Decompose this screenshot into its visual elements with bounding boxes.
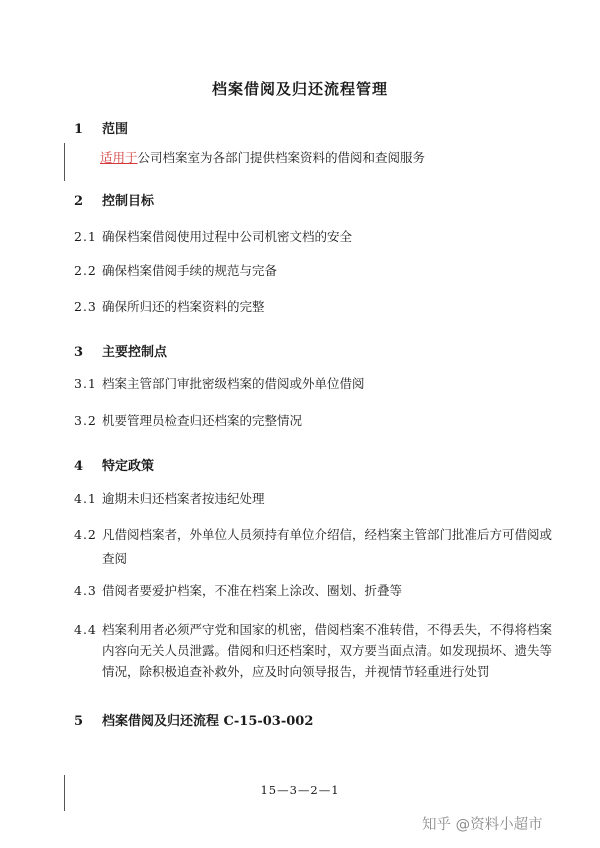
section-number: 5: [74, 714, 84, 729]
list-item-4-3: [74, 580, 554, 602]
item-text: 确保档案借阅使用过程中公司机密文档的安全: [102, 229, 353, 244]
section-number: 4: [74, 459, 84, 474]
list-item-2-1: [74, 226, 554, 248]
section-number: 2: [74, 194, 84, 209]
item-text: 确保档案借阅手续的规范与完备: [102, 263, 278, 278]
item-number: 4.1: [74, 491, 97, 506]
watermark: 知乎 @资料小超市: [422, 817, 543, 833]
section-title: 控制目标: [102, 194, 155, 209]
list-item-3-2: [74, 410, 554, 432]
document-title: 档案借阅及归还流程管理: [211, 80, 388, 98]
item-number: 2.3: [74, 299, 97, 314]
list-item-4-1: [74, 488, 554, 510]
scope-text: [100, 148, 425, 166]
item-text: 逾期未归还档案者按违纪处理: [102, 491, 265, 506]
item-text: 机要管理员检查归还档案的完整情况: [102, 413, 303, 428]
item-number: 2.2: [74, 263, 97, 278]
item-number: 4.4: [74, 622, 97, 637]
section-heading-3: [74, 341, 167, 360]
item-number: 3.1: [74, 376, 97, 391]
section-heading-1: [74, 118, 128, 137]
section-title: 特定政策: [102, 459, 155, 474]
section-heading-2: [74, 190, 154, 209]
item-text: 档案主管部门审批密级档案的借阅或外单位借阅: [102, 376, 365, 391]
item-number: 2.1: [74, 229, 97, 244]
page-number: 15—3—2—1: [260, 783, 340, 797]
item-text: 档案利用者必须严守党和国家的机密，借阅档案不准转借，不得丢失，不得将档案内容向无关人员泄露。借阅和归还档案时，双方要当面点清。如发现损坏、遗失等情况，除积极追查补救外，应及时向领导报告，并视情节轻重进行处罚: [102, 622, 553, 679]
item-number: 4.2: [74, 527, 97, 542]
section-title: 档案借阅及归还流程 C-15-03-002: [102, 714, 314, 729]
item-text: 确保所归还的档案资料的完整: [102, 299, 265, 314]
item-text: 借阅者要爱护档案，不准在档案上涂改、圈划、折叠等: [102, 583, 403, 598]
section-title: 主要控制点: [102, 345, 168, 360]
item-text: 凡借阅档案者，外单位人员须持有单位介绍信，经档案主管部门批准后方可借阅或查阅: [102, 527, 553, 566]
scope-highlight[interactable]: 适用于: [100, 150, 138, 165]
list-item-4-4: [74, 619, 554, 682]
section-number: 3: [74, 345, 84, 360]
list-item-3-1: [74, 373, 554, 395]
section-heading-5: [74, 710, 313, 729]
list-item-2-2: [74, 260, 554, 282]
list-item-4-2: [74, 523, 554, 571]
section-title: 范围: [102, 122, 129, 137]
item-number: 3.2: [74, 413, 97, 428]
section-heading-4: [74, 455, 154, 474]
scope-rest: 公司档案室为各部门提供档案资料的借阅和查阅服务: [137, 150, 426, 165]
item-number: 4.3: [74, 583, 97, 598]
margin-bar: [64, 143, 65, 181]
section-number: 1: [74, 122, 84, 137]
list-item-2-3: [74, 296, 554, 318]
